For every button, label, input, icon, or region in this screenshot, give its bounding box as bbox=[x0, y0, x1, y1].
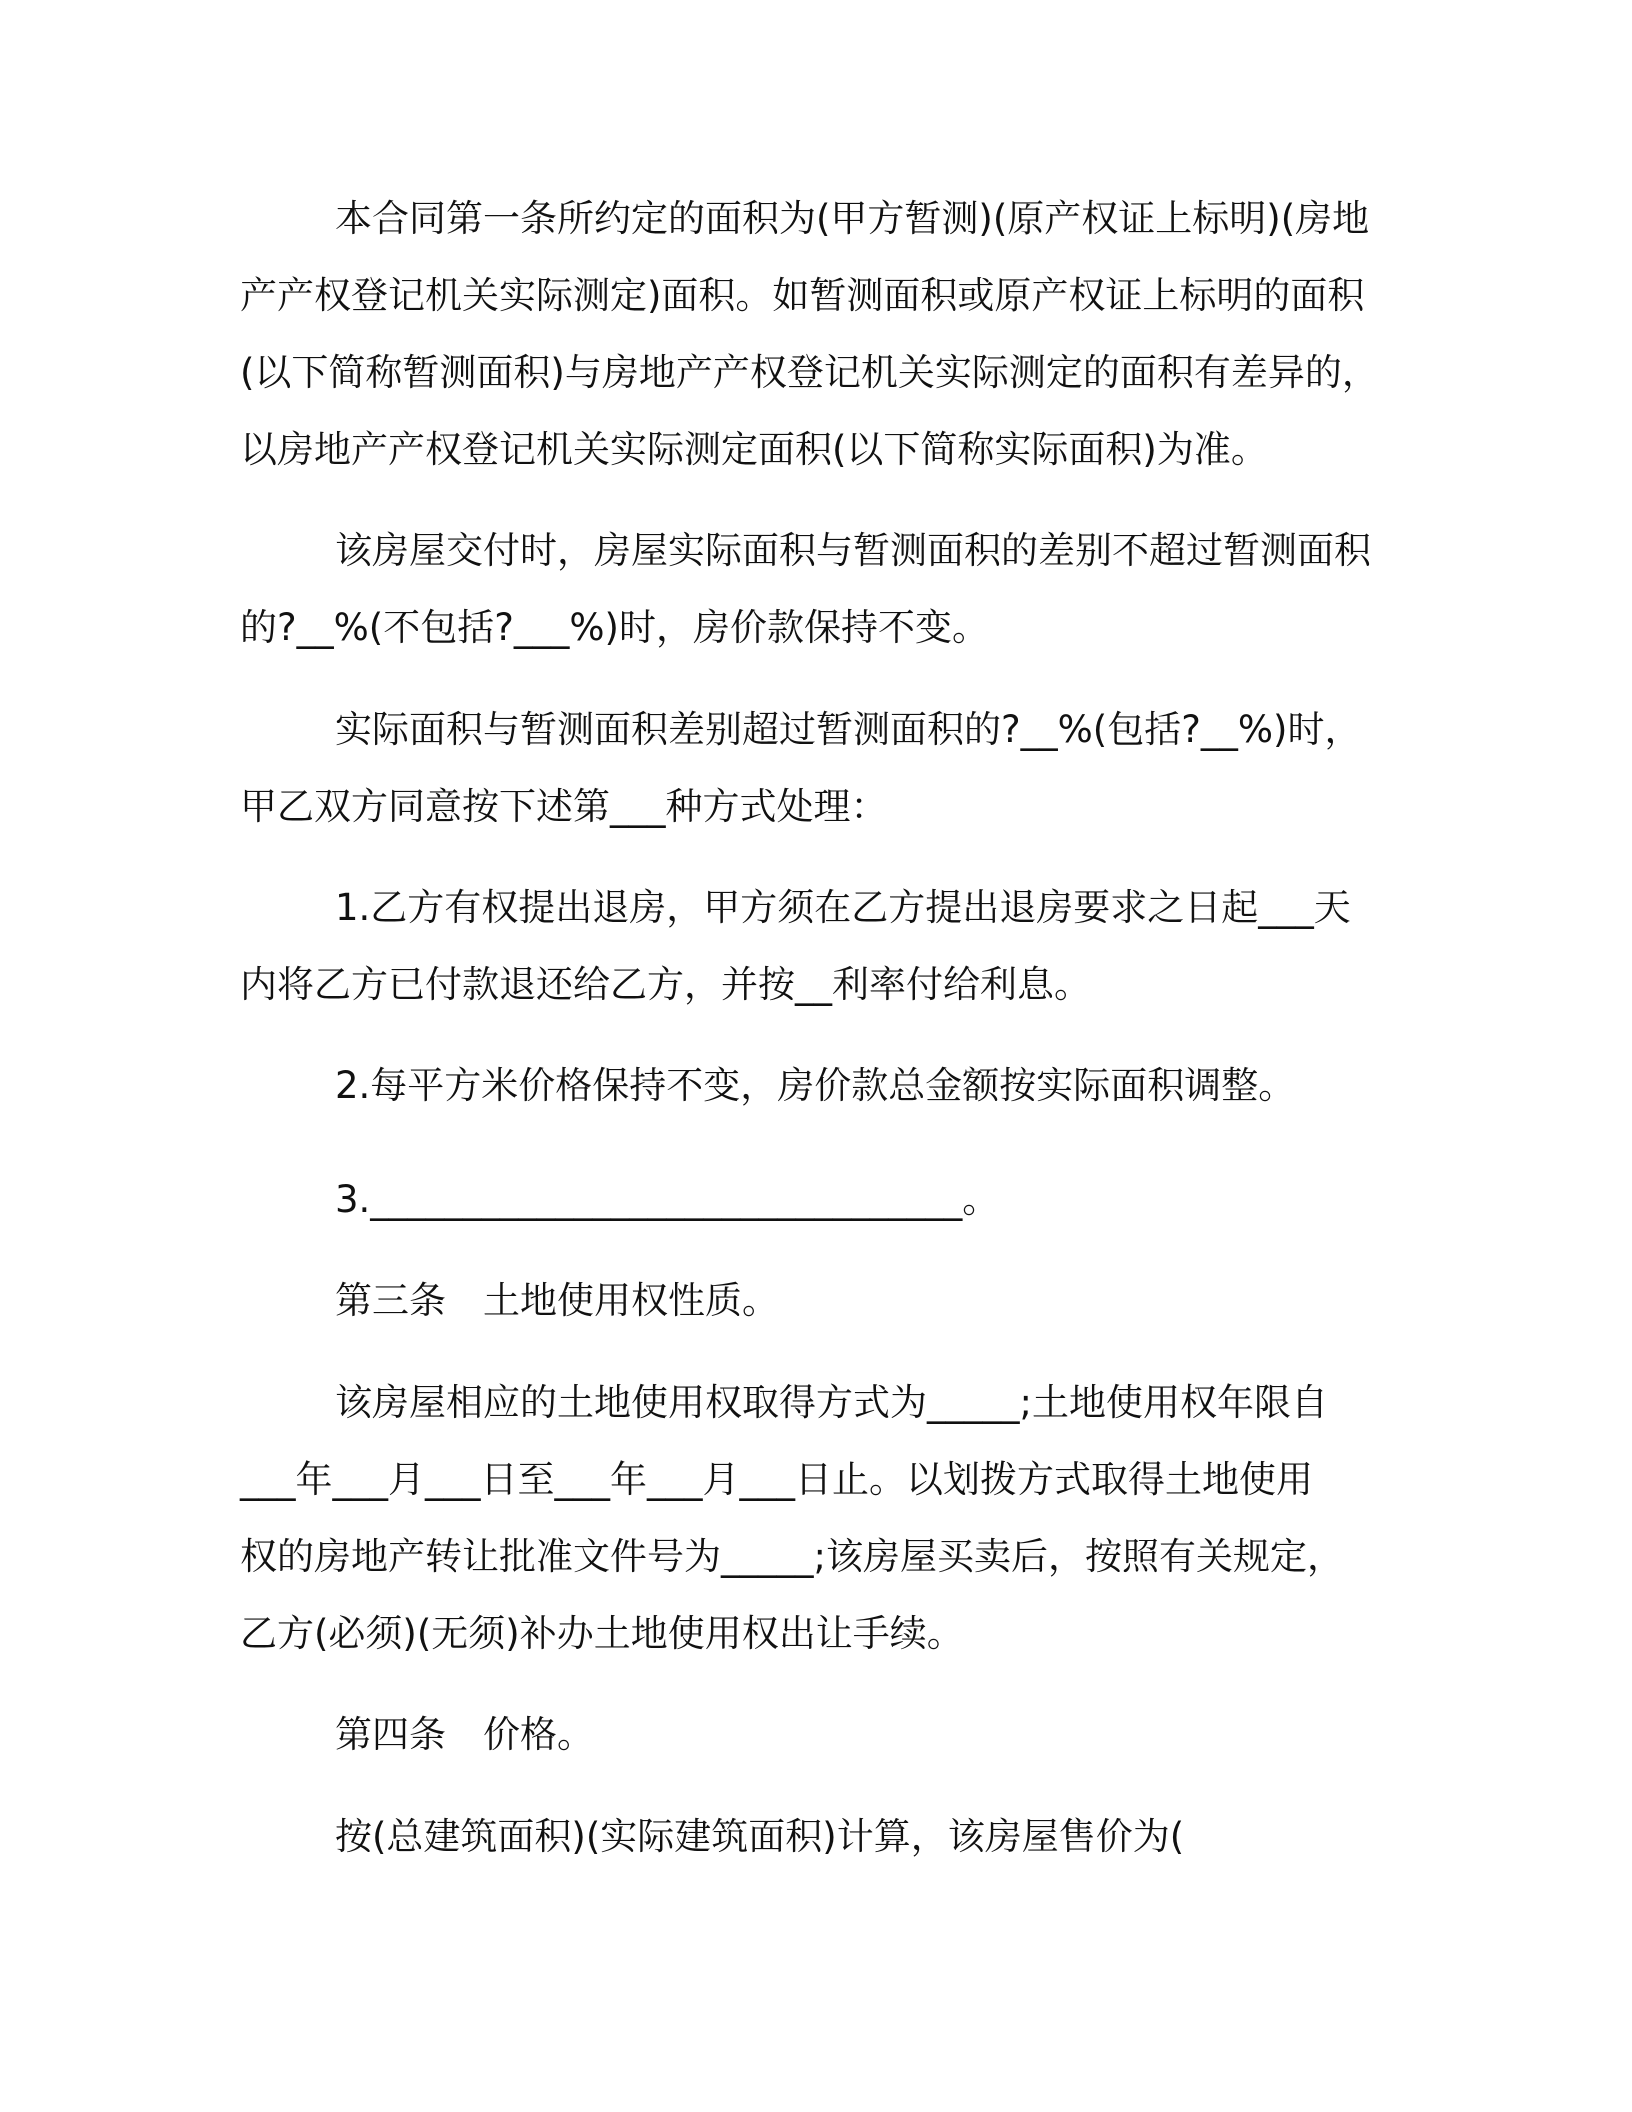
text-line: (以下简称暂测面积)与房地产产权登记机关实际测定的面积有差异的， bbox=[240, 351, 1379, 394]
text-line: 的?__%(不包括?___%)时，房价款保持不变。 bbox=[240, 606, 989, 649]
paragraph-option-1 bbox=[240, 869, 1400, 1023]
paragraph-option-3 bbox=[240, 1161, 1400, 1238]
text-line: 2.每平方米价格保持不变，房价款总金额按实际面积调整。 bbox=[335, 1064, 1296, 1107]
text-line: 产产权登记机关实际测定)面积。如暂测面积或原产权证上标明的面积 bbox=[240, 274, 1365, 317]
text-line: 以房地产产权登记机关实际测定面积(以下简称实际面积)为准。 bbox=[240, 428, 1268, 471]
paragraph-land-use-right bbox=[240, 1364, 1400, 1672]
text-line: 3.________________________________。 bbox=[335, 1178, 1000, 1221]
text-line: ___年___月___日至___年___月___日止。以划拨方式取得土地使用 bbox=[240, 1458, 1313, 1501]
text-line: 实际面积与暂测面积差别超过暂测面积的?__%(包括?__%)时， bbox=[335, 708, 1362, 751]
paragraph-area-definition bbox=[240, 180, 1400, 488]
text-line: 1.乙方有权提出退房，甲方须在乙方提出退房要求之日起___天 bbox=[335, 886, 1351, 929]
text-line: 该房屋相应的土地使用权取得方式为_____;土地使用权年限自 bbox=[335, 1381, 1328, 1424]
text-line: 内将乙方已付款退还给乙方，并按__利率付给利息。 bbox=[240, 963, 1091, 1006]
section-heading-article-4 bbox=[240, 1696, 1400, 1773]
text-line: 本合同第一条所约定的面积为(甲方暂测)(原产权证上标明)(房地 bbox=[335, 197, 1370, 240]
paragraph-option-2 bbox=[240, 1047, 1400, 1124]
paragraph-area-excess bbox=[240, 691, 1400, 845]
text-line: 第三条 土地使用权性质。 bbox=[335, 1279, 779, 1322]
text-line: 甲乙双方同意按下述第___种方式处理： bbox=[240, 785, 888, 828]
text-line: 该房屋交付时，房屋实际面积与暂测面积的差别不超过暂测面积 bbox=[335, 529, 1371, 572]
paragraph-area-tolerance bbox=[240, 512, 1400, 666]
text-line: 按(总建筑面积)(实际建筑面积)计算，该房屋售价为( bbox=[335, 1815, 1185, 1858]
text-line: 权的房地产转让批准文件号为_____;该房屋买卖后，按照有关规定， bbox=[240, 1535, 1344, 1578]
paragraph-price bbox=[240, 1798, 1400, 1875]
section-heading-article-3 bbox=[240, 1262, 1400, 1339]
text-line: 乙方(必须)(无须)补办土地使用权出让手续。 bbox=[240, 1612, 964, 1655]
text-line: 第四条 价格。 bbox=[335, 1713, 594, 1756]
